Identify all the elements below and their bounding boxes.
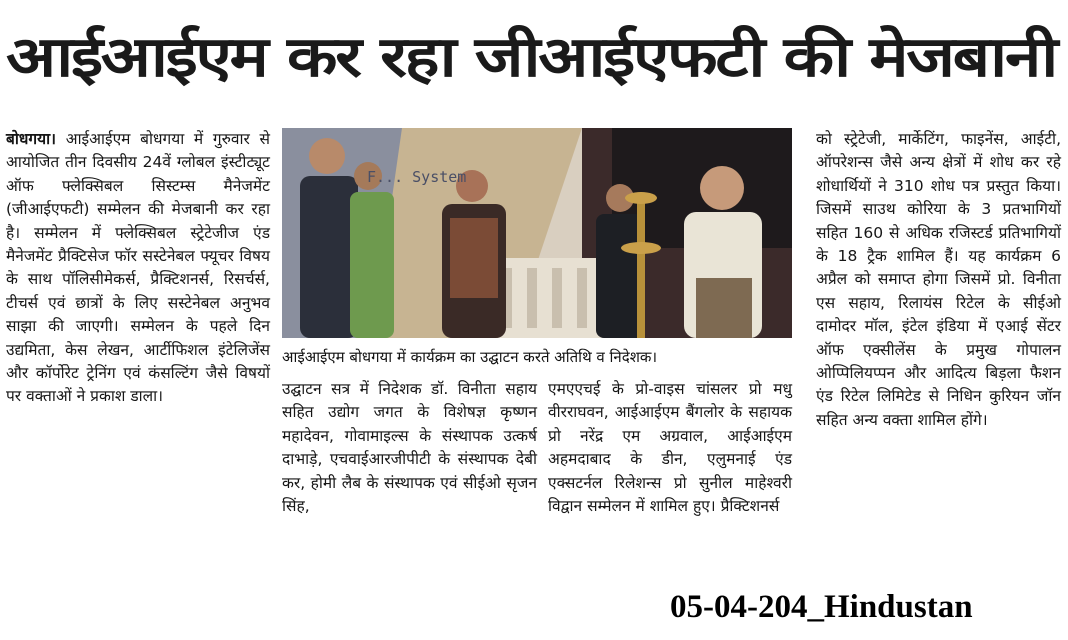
headline: आईआईएम कर रहा जीआईएफटी की मेजबानी: [6, 25, 1056, 90]
column-1-text: आईआईएम बोधगया में गुरुवार से आयोजित तीन दिवसीय 24वें ग्लोबल इंस्टीट्यूट ऑफ फ्लेक्सिबल सिस्टम्स मैनेजमेंट (जीआईएफटी) सम्मेलन की मेजबानी कर रहा है। सम्मेलन में फ्लेक्सिबल स्ट्रेटेजीज एंड मैनेजमेंट प्रैक्टिसेज फॉर सस्टेनेबल फ्यूचर विषय के साथ पॉलिसीमेकर्स, प्रैक्टिशनर्स, रिसर्चर्स, टीचर्स एवं छात्रों के लिए सस्टेनेबल अनुभव साझा की जाएगी। सम्मेलन के पहले दिन उद्यमिता, केस लेखन, आर्टीफिशल इंटेलिजेंस और कॉर्पोरेट ट्रेनिंग एवं कंसल्टिंग जैसे विषयों पर वक्ताओं ने प्रकाश डाला।: [6, 130, 270, 406]
article-column-3: एमएएचई के प्रो-वाइस चांसलर प्रो मधु वीरराघवन, आईआईएम बैंगलोर के सहायक प्रो नरेंद्र एम अग्रवाल, आईआईएम अहमदाबाद के डीन, एलुमनाई एंड एक्सटर्नल रिलेशन्स प्रो सुनील माहेश्वरी विद्वान सम्मेलन में शामिल हुए। प्रैक्टिशनर्स: [548, 380, 792, 516]
event-photo: [282, 128, 792, 338]
photo-illustration: [282, 128, 792, 338]
photo-caption: आईआईएम बोधगया में कार्यक्रम का उद्घाटन करते अतिथि व निदेशक।: [282, 348, 658, 366]
article-column-2: उद्घाटन सत्र में निदेशक डॉ. विनीता सहाय सहित उद्योग जगत के विशेषज्ञ कृष्णन महादेवन, गोवामाइल्स के संस्थापक उत्कर्ष दाभाड़े, एचवाईआरजीपीटी के संस्थापक देबी कर, होमी लैब के संस्थापक एवं सीईओ सृजन सिंह,: [282, 380, 537, 516]
article-column-1: [6, 128, 270, 409]
photo-backdrop-text: F... System: [367, 168, 467, 186]
dateline: बोधगया।: [6, 130, 57, 148]
source-label: 05-04-204_Hindustan: [670, 589, 973, 625]
article-column-4: को स्ट्रेटेजी, मार्केटिंग, फाइनेंस, आईटी, ऑपरेशन्स जैसे अन्य क्षेत्रों में शोध कर रहे शोधार्थियों ने 310 शोध पत्र प्रस्तुत किया। जिसमें साउथ कोरिया के 3 प्रतभागियों सहित 160 से अधिक रजिस्टर्ड प्रतिभागियों के 18 ट्रैक शामिल हैं। यह कार्यक्रम 6 अप्रैल को समाप्त होगा जिसमें प्रो. विनीता एस सहाय, रिलायंस रिटेल के सीईओ दामोदर मॉल, इंटेल इंडिया में एआई सेंटर ऑफ एक्सीलेंस के प्रमुख गोपालन ओप्पिलियप्पन और आदित्य बिड़ला फैशन एंड रिटेल लिमिटेड से निधिन कुरियन जॉन सहित अन्य वक्ता शामिल होंगे।: [816, 130, 1061, 429]
